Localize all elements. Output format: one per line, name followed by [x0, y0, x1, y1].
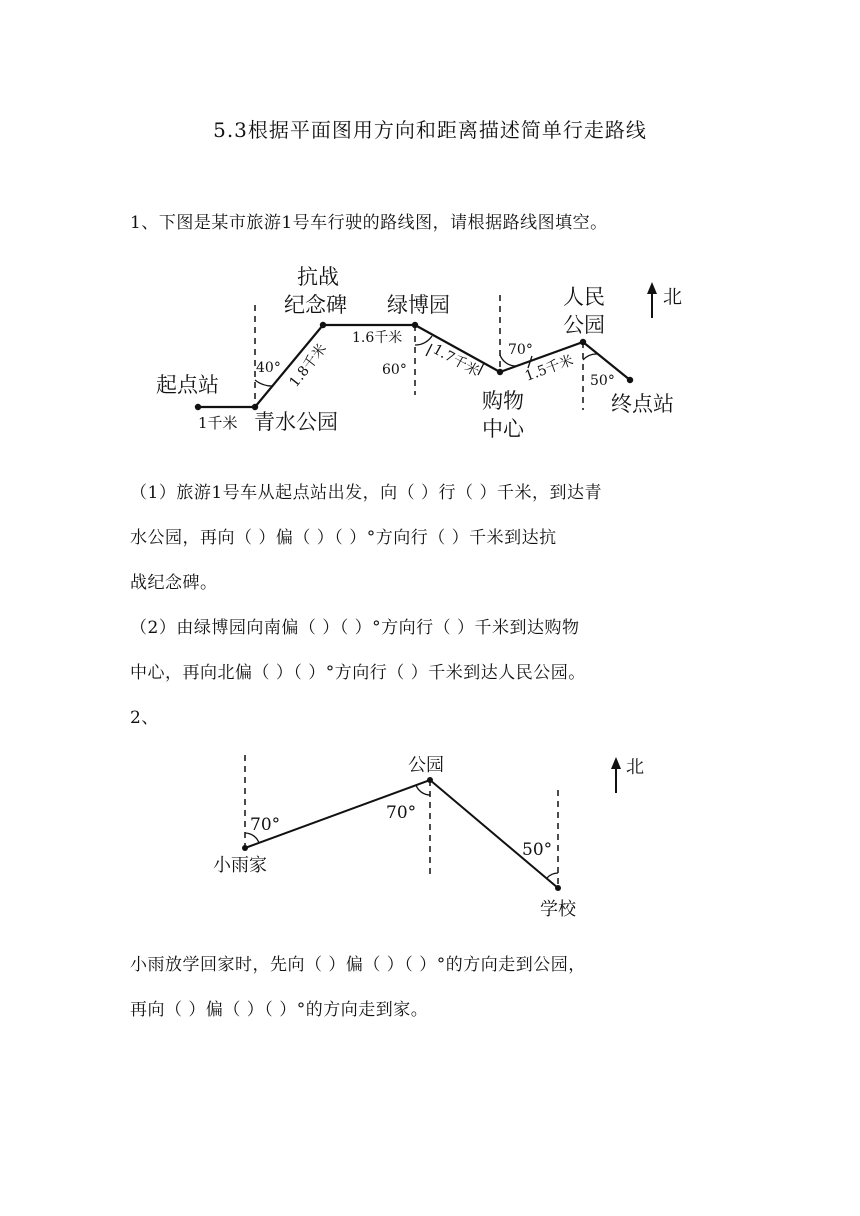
label-mall-line2: 中心	[482, 417, 524, 441]
label-north: 北	[663, 286, 683, 308]
angle-arc	[416, 785, 430, 795]
route-map-1-labels	[156, 265, 682, 441]
north-arrow-head	[647, 282, 657, 294]
question-2-line-1: 小雨放学回家时，先向（ ）偏（ ）（ ）°的方向走到公园，	[130, 955, 586, 975]
point-mall	[497, 369, 503, 375]
label-memorial-line1: 抗战	[297, 265, 339, 289]
label-qingshui: 青水公园	[254, 410, 338, 434]
question-1-part-1-line-2: 水公园，再向（ ）偏（ ）（ ）°方向行（ ）千米到达抗	[130, 528, 557, 548]
label-north: 北	[626, 757, 644, 778]
label-distance-1: 1千米	[198, 414, 238, 432]
point-lvbo	[412, 322, 418, 328]
label-angle-home: 70°	[250, 815, 281, 835]
label-mall-line1: 购物	[482, 389, 524, 413]
point-start	[195, 404, 201, 410]
point-school	[555, 885, 561, 891]
angle-arc	[255, 380, 272, 386]
route-line	[245, 780, 558, 888]
angle-arc	[415, 336, 432, 345]
label-distance-3: 1.6千米	[352, 330, 403, 346]
point-end	[627, 377, 633, 383]
label-end: 终点站	[611, 392, 674, 416]
label-start: 起点站	[156, 373, 219, 397]
label-distance-2: 1.8千米	[286, 341, 331, 391]
point-park	[427, 777, 433, 783]
question-2-line-2: 再向（ ）偏（ ）（ ）°的方向走到家。	[130, 1000, 429, 1020]
label-angle-school: 50°	[522, 840, 553, 860]
route-map-2-points	[242, 777, 561, 891]
angle-arc	[547, 873, 558, 878]
north-arrow-head	[611, 757, 621, 769]
label-lvbo: 绿博园	[387, 293, 450, 317]
label-park: 公园	[408, 755, 444, 776]
label-school: 学校	[540, 899, 576, 920]
label-home: 小雨家	[213, 855, 267, 876]
label-memorial-line2: 纪念碑	[284, 293, 347, 317]
question-1-part-1-line-1: （1）旅游1号车从起点站出发，向（ ）行（ ）千米，到达青	[130, 483, 602, 503]
label-people-park-line2: 公园	[563, 313, 605, 337]
point-people-park	[580, 339, 586, 345]
point-home	[242, 845, 248, 851]
angle-arc	[583, 354, 597, 360]
label-angle-60: 60°	[382, 362, 407, 378]
label-distance-5: 1.5千米	[522, 352, 576, 385]
question-1-part-2-line-1: （2）由绿博园向南偏（ ）（ ）°方向行（ ）千米到达购物	[130, 618, 580, 638]
label-angle-50: 50°	[590, 373, 615, 389]
page-title: 5.3根据平面图用方向和距离描述简单行走路线	[213, 118, 647, 142]
question-1-part-2-line-2: 中心，再向北偏（ ）（ ）°方向行（ ）千米到达人民公园。	[130, 663, 586, 683]
label-distance-4: 1.7千米	[430, 341, 482, 380]
label-angle-40: 40°	[256, 360, 281, 376]
label-people-park-line1: 人民	[563, 285, 605, 309]
label-angle-70: 70°	[508, 342, 533, 358]
point-memorial	[320, 322, 326, 328]
question-1-part-1-line-3: 战纪念碑。	[130, 573, 218, 593]
question-1-intro: 1、下图是某市旅游1号车行驶的路线图，请根据路线图填空。	[130, 213, 608, 233]
question-2-label: 2、	[130, 708, 159, 728]
label-angle-park: 70°	[386, 803, 417, 823]
